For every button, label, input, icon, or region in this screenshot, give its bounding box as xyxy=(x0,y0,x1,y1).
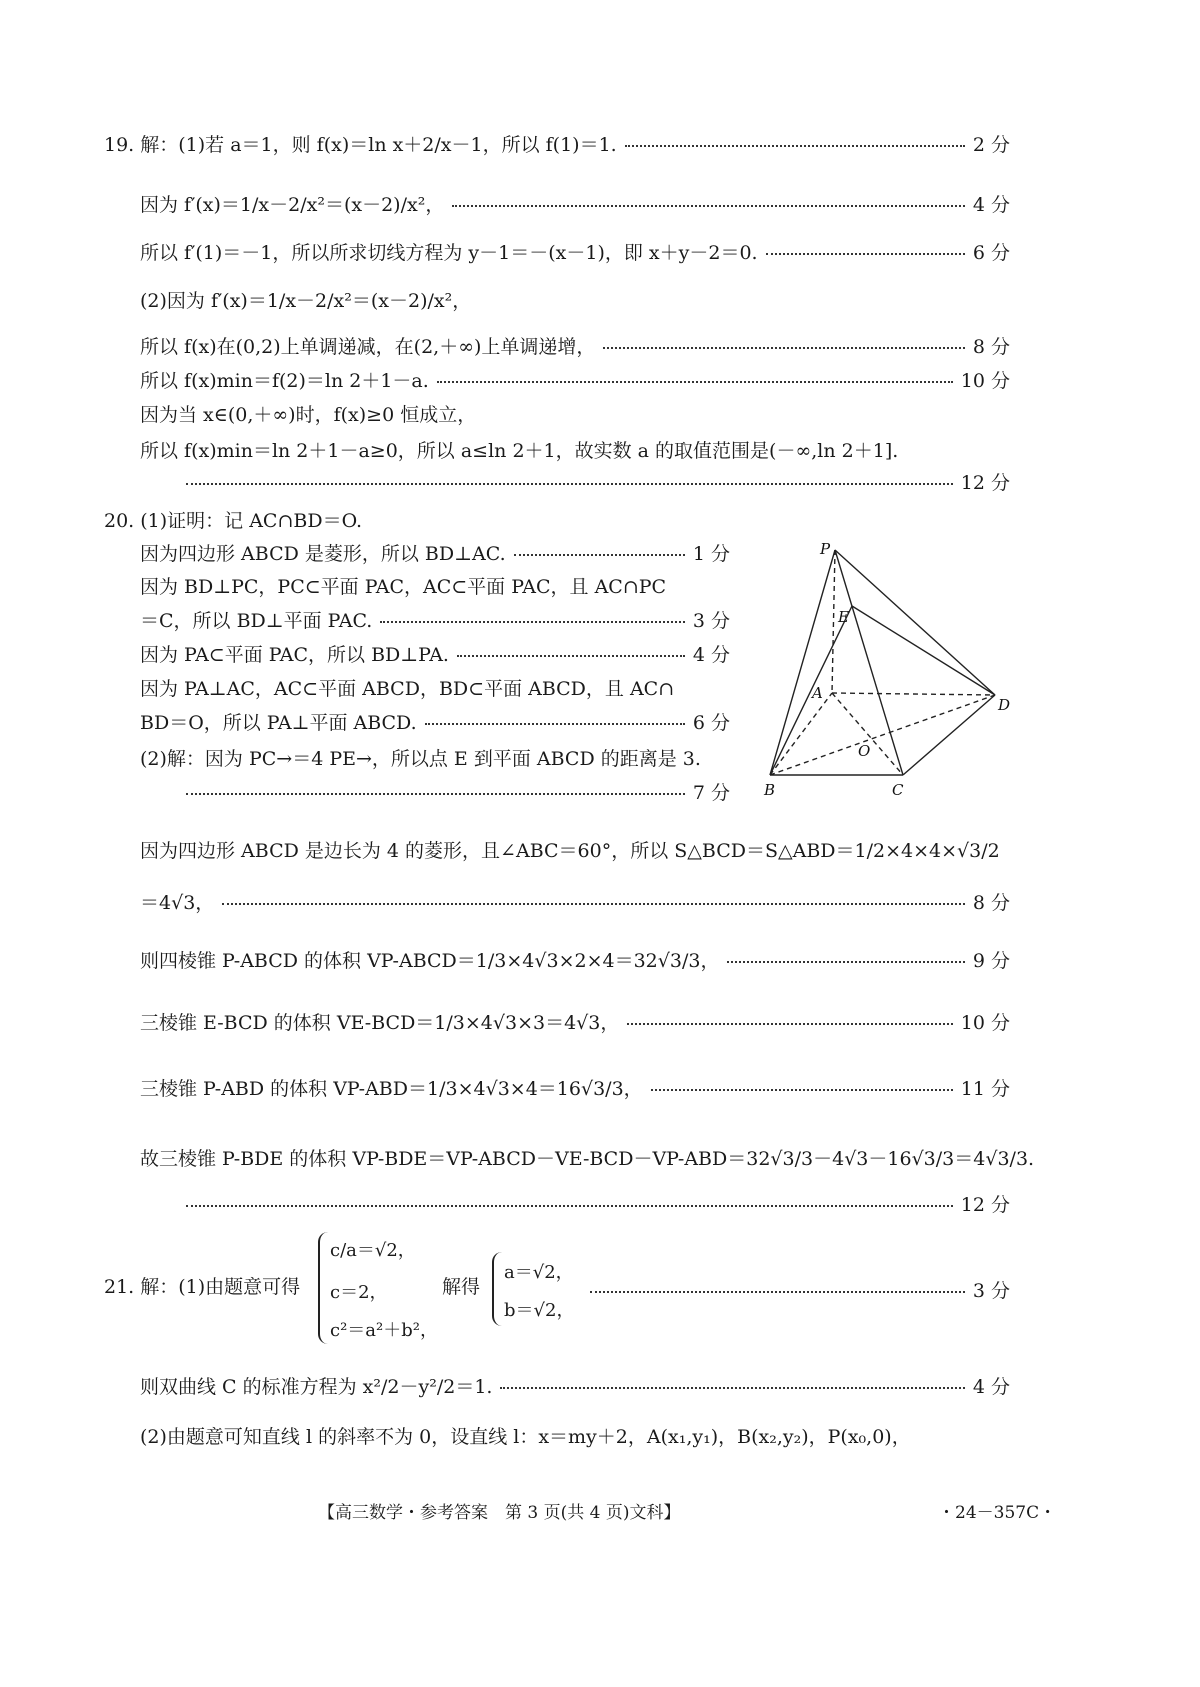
label-E: E xyxy=(838,608,849,626)
text-line xyxy=(140,1142,1035,1172)
text-line xyxy=(104,128,1010,158)
solved-system xyxy=(492,1252,574,1326)
page-footer xyxy=(0,1494,1102,1524)
leader-dots xyxy=(766,253,965,255)
line-text: 则四棱锥 P-ABCD 的体积 VP-ABCD＝1/3×4√3×2×4＝32√3/3， xyxy=(140,949,720,972)
line-text: 20. (1)证明：记 AC∩BD＝O. xyxy=(104,509,363,532)
label-P: P xyxy=(820,540,831,558)
line-text: 因为四边形 ABCD 是边长为 4 的菱形，且∠ABC＝60°，所以 S△BCD＝S△ABD＝1/2×4×4×√3/2 xyxy=(140,839,1000,862)
line-text: (2)由题意可知直线 l 的斜率不为 0，设直线 l：x＝my＋2，A(x₁,y₁)，B(x₂,y₂)，P(x₀,0)， xyxy=(140,1425,911,1448)
edge-AD xyxy=(832,693,995,695)
text-line xyxy=(140,742,730,772)
score-label: 4 分 xyxy=(692,643,730,666)
text-line xyxy=(140,886,1010,916)
text-line xyxy=(140,466,1010,496)
leader-dots xyxy=(186,793,685,795)
label-C: C xyxy=(892,781,904,799)
solved-label: 解得 xyxy=(442,1276,481,1298)
line-text: 因为 f′(x)＝1/x－2/x²＝(x－2)/x²， xyxy=(140,193,445,216)
leader-dots xyxy=(425,723,685,725)
footer-code: ・24－357C・ xyxy=(938,1503,1057,1523)
score-label: 9 分 xyxy=(972,949,1010,972)
leader-dots xyxy=(603,347,964,349)
line-text: 因为 PA⊂平面 PAC，所以 BD⊥PA. xyxy=(140,643,449,666)
text-line xyxy=(140,604,730,634)
line-text: 三棱锥 E-BCD 的体积 VE-BCD＝1/3×4√3×3＝4√3， xyxy=(140,1011,620,1034)
line-text: (2)解：因为 PC→＝4 PE→，所以点 E 到平面 ABCD 的距离是 3. xyxy=(140,747,701,770)
line-text: 所以 f(x)在(0,2)上单调递减，在(2,＋∞)上单调递增， xyxy=(140,335,596,358)
line-text: ＝4√3， xyxy=(140,891,215,914)
q21-lead: 21. 解：(1)由题意可得 xyxy=(104,1276,301,1298)
edge-ED xyxy=(852,606,995,695)
leader-dots xyxy=(452,205,965,207)
leader-dots xyxy=(727,961,964,963)
text-line xyxy=(140,364,1010,394)
text-line xyxy=(140,284,1010,314)
leader-dots xyxy=(590,1291,965,1293)
score-label: 1 分 xyxy=(692,542,730,565)
solved-eq-2: b＝√2， xyxy=(504,1300,575,1321)
line-text: (2)因为 f′(x)＝1/x－2/x²＝(x－2)/x²， xyxy=(140,289,472,312)
score-label: 8 分 xyxy=(972,891,1010,914)
score-label: 12 分 xyxy=(960,471,1010,494)
leader-dots xyxy=(437,381,953,383)
pyramid-figure xyxy=(730,530,1030,805)
text-line xyxy=(582,1274,1010,1304)
line-text: ＝C，所以 BD⊥平面 PAC. xyxy=(140,609,373,632)
system-eq-3: c²＝a²＋b²， xyxy=(330,1320,438,1341)
footer-title: 【高三数学・参考答案 第 3 页(共 4 页)文科】 xyxy=(318,1503,681,1523)
line-text: 故三棱锥 P-BDE 的体积 VP-BDE＝VP-ABCD－VE-BCD－VP-ABD＝32√3/3－4√3－16√3/3＝4√3/3. xyxy=(140,1147,1035,1170)
label-D: D xyxy=(998,696,1011,714)
text-line xyxy=(140,834,1010,864)
text-line xyxy=(140,1420,1010,1450)
label-A: A xyxy=(812,684,823,702)
leader-dots xyxy=(457,655,685,657)
edge-PA xyxy=(832,550,835,693)
line-text: 因为四边形 ABCD 是菱形，所以 BD⊥AC. xyxy=(140,542,506,565)
score-label: 2 分 xyxy=(972,133,1010,156)
text-line xyxy=(140,776,730,806)
text-line xyxy=(140,236,1010,266)
edge-CD xyxy=(903,695,995,775)
line-text: 因为当 x∈(0,＋∞)时，f(x)≥0 恒成立， xyxy=(140,403,477,426)
edge-PD xyxy=(835,550,995,695)
line-text: 所以 f(x)min＝ln 2＋1－a≥0，所以 a≤ln 2＋1，故实数 a 的取值范围是(－∞,ln 2＋1]. xyxy=(140,439,899,462)
text-line xyxy=(140,1188,1010,1218)
leader-dots xyxy=(514,554,685,556)
score-label: 4 分 xyxy=(972,1375,1010,1398)
equation-system xyxy=(318,1232,438,1344)
system-eq-2: c＝2， xyxy=(330,1282,388,1303)
label-B: B xyxy=(764,781,776,799)
score-label: 3 分 xyxy=(692,609,730,632)
leader-dots xyxy=(627,1023,952,1025)
text-line xyxy=(140,638,730,668)
system-eq-1: c/a＝√2， xyxy=(330,1240,416,1261)
text-line xyxy=(140,398,1010,428)
text-line xyxy=(140,1006,1010,1036)
text-line xyxy=(140,706,730,736)
score-label: 12 分 xyxy=(960,1193,1010,1216)
line-text: BD＝O，所以 PA⊥平面 ABCD. xyxy=(140,711,417,734)
score-label: 6 分 xyxy=(692,711,730,734)
text-line xyxy=(140,672,730,702)
text-line xyxy=(140,188,1010,218)
text-line xyxy=(140,570,730,600)
score-label: 10 分 xyxy=(960,1011,1010,1034)
score-label: 7 分 xyxy=(692,781,730,804)
score-label: 3 分 xyxy=(972,1279,1010,1302)
leader-dots xyxy=(186,483,953,485)
leader-dots xyxy=(651,1089,953,1091)
leader-dots xyxy=(625,145,965,147)
text-line xyxy=(140,537,730,567)
text-line xyxy=(140,944,1010,974)
leader-dots xyxy=(222,903,965,905)
solved-eq-1: a＝√2， xyxy=(504,1262,574,1283)
leader-dots xyxy=(500,1387,964,1389)
line-text: 所以 f′(1)＝－1，所以所求切线方程为 y－1＝－(x－1)，即 x＋y－2＝0. xyxy=(140,241,758,264)
score-label: 10 分 xyxy=(960,369,1010,392)
edge-BA xyxy=(770,693,832,775)
leader-dots xyxy=(380,621,685,623)
line-text: 19. 解：(1)若 a＝1，则 f(x)＝ln x＋2/x－1，所以 f(1)＝1. xyxy=(104,133,617,156)
score-label: 11 分 xyxy=(960,1077,1010,1100)
text-line xyxy=(140,330,1010,360)
score-label: 6 分 xyxy=(972,241,1010,264)
text-line xyxy=(140,434,1010,464)
text-line xyxy=(140,1072,1010,1102)
line-text: 则双曲线 C 的标准方程为 x²/2－y²/2＝1. xyxy=(140,1375,493,1398)
text-line xyxy=(140,1370,1010,1400)
diag-AC xyxy=(832,693,903,775)
line-text: 因为 BD⊥PC，PC⊂平面 PAC，AC⊂平面 PAC，且 AC∩PC xyxy=(140,575,667,598)
line-text: 三棱锥 P-ABD 的体积 VP-ABD＝1/3×4√3×4＝16√3/3， xyxy=(140,1077,643,1100)
score-label: 8 分 xyxy=(972,335,1010,358)
score-label: 4 分 xyxy=(972,193,1010,216)
leader-dots xyxy=(186,1205,953,1207)
label-O: O xyxy=(858,742,871,760)
line-text: 因为 PA⊥AC，AC⊂平面 ABCD，BD⊂平面 ABCD，且 AC∩ xyxy=(140,677,675,700)
line-text: 所以 f(x)min＝f(2)＝ln 2＋1－a. xyxy=(140,369,429,392)
